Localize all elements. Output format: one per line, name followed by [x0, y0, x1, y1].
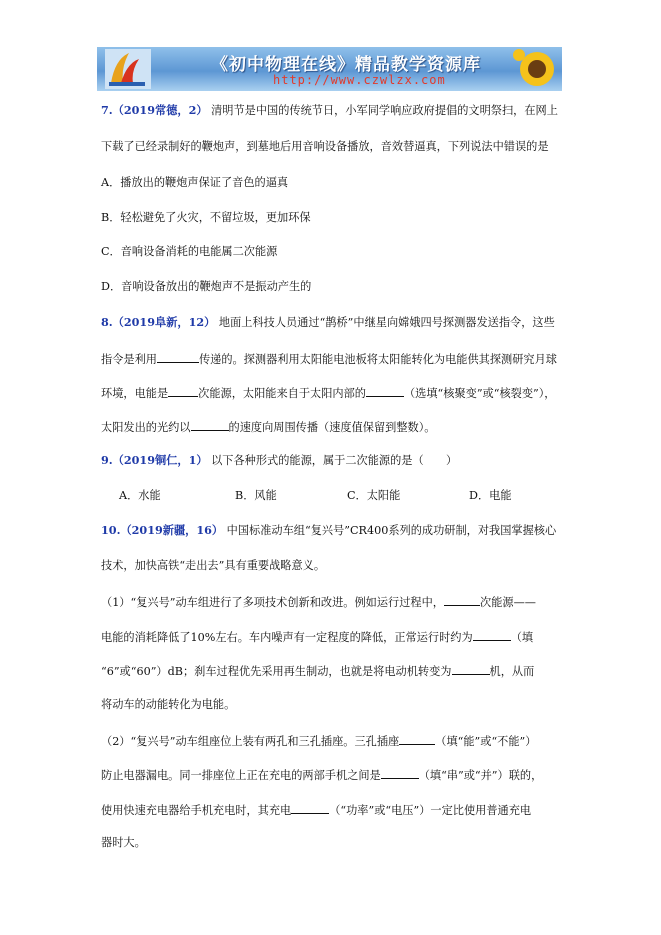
header-banner — [97, 47, 562, 91]
q7-line-1 — [101, 105, 558, 116]
q10-part1-line-4: 将动车的动能转化为电能。 — [101, 698, 236, 711]
q9-option-b: B．风能 — [235, 489, 277, 502]
question-number: 9.（2019铜仁，1） — [101, 453, 208, 467]
answer-blank[interactable] — [452, 664, 490, 675]
question-text: 指令是利用 — [101, 353, 157, 366]
q9-line-1 — [101, 455, 457, 466]
q9-option-c: C．太阳能 — [347, 489, 401, 502]
answer-blank[interactable] — [444, 595, 480, 606]
answer-blank[interactable] — [191, 420, 229, 431]
logo-icon — [105, 49, 151, 89]
question-text: （1）“复兴号”动车组进行了多项技术创新和改进。例如运行过程中， — [101, 596, 444, 609]
question-text: 传递的。探测器利用太阳能电池板将太阳能转化为电能供其探测研究月球 — [198, 353, 557, 366]
question-text: 清明节是中国的传统节日，小军同学响应政府提倡的文明祭扫，在网上 — [211, 104, 558, 117]
question-text: （“功率”或“电压”）一定比使用普通充电 — [329, 804, 532, 817]
question-text: （2）“复兴号”动车组座位上装有两孔和三孔插座。三孔插座 — [101, 735, 400, 748]
q8-line-3 — [101, 386, 556, 399]
q10-line-2: 技术，加快高铁“走出去”具有重要战略意义。 — [101, 559, 326, 572]
q10-part2-line-2 — [101, 768, 542, 781]
question-text: 次能源，太阳能来自于太阳内部的 — [198, 387, 366, 400]
question-text: 太阳发出的光约以 — [101, 421, 191, 434]
q10-part1-line-3 — [101, 664, 534, 677]
question-text: （填“串”或“并”）联的， — [418, 769, 543, 782]
answer-blank[interactable] — [381, 768, 419, 779]
q8-line-2 — [101, 352, 557, 365]
question-number: 8.（2019阜新，12） — [101, 315, 216, 329]
banner-title: 《初中物理在线》精品教学资源库 — [211, 55, 481, 75]
question-text: 次能源—— — [480, 596, 536, 609]
question-number: 10.（2019新疆，16） — [101, 523, 224, 537]
q7-option-d: D．音响设备放出的鞭炮声不是振动产生的 — [101, 280, 312, 293]
question-text: 中国标准动车组“复兴号”CR400系列的成功研制，对我国掌握核心 — [226, 524, 557, 537]
question-text: 电能的消耗降低了10%左右。车内噪声有一定程度的降低，正常运行时约为 — [101, 631, 473, 644]
q7-option-b: B．轻松避免了火灾，不留垃圾，更加环保 — [101, 211, 311, 224]
question-text: 的速度向周围传播（速度值保留到整数）。 — [228, 421, 436, 434]
answer-blank[interactable] — [291, 803, 329, 814]
sunflower-icon — [511, 47, 562, 91]
question-text: 地面上科技人员通过“鹊桥”中继星向嫦娥四号探测器发送指令，这些 — [218, 316, 555, 329]
q8-line-4 — [101, 420, 435, 433]
question-text: 以下各种形式的能源，属于二次能源的是（ ） — [211, 454, 458, 467]
answer-blank[interactable] — [157, 352, 199, 363]
q10-part2-line-4: 器时大。 — [101, 836, 146, 849]
q10-part2-line-3 — [101, 803, 531, 816]
banner-url: http://www.czwlzx.com — [273, 73, 446, 87]
q9-options — [119, 490, 512, 501]
answer-blank[interactable] — [399, 734, 435, 745]
question-text: 下载了已经录制好的鞭炮声，到墓地后用音响设备播放，音效替逼真，下列说法中错误的是 — [101, 140, 549, 153]
q7-option-c: C．音响设备消耗的电能属二次能源 — [101, 245, 278, 258]
q10-line-1 — [101, 525, 556, 536]
question-text: 环境，电能是 — [101, 387, 169, 400]
q7-option-a: A．播放出的鞭炮声保证了音色的逼真 — [101, 176, 289, 189]
question-text: 使用快速充电器给手机充电时，其充电 — [101, 804, 292, 817]
question-text: “6”或“60”）dB；刹车过程优先采用再生制动，也就是将电动机转变为 — [101, 665, 452, 678]
q9-option-d: D．电能 — [469, 489, 512, 502]
q10-part1-line-1 — [101, 595, 536, 608]
answer-blank[interactable] — [366, 386, 404, 397]
question-text: （填 — [510, 631, 534, 644]
answer-blank[interactable] — [473, 630, 511, 641]
question-text: （选填“核聚变”或“核裂变”）， — [403, 387, 556, 400]
answer-blank[interactable] — [168, 386, 198, 397]
q8-line-1 — [101, 317, 555, 328]
q9-option-a: A．水能 — [119, 489, 161, 502]
question-number: 7.（2019常德，2） — [101, 103, 208, 117]
q10-part1-line-2 — [101, 630, 533, 643]
question-text: （填“能”或“不能”） — [435, 735, 537, 748]
question-text: 机，从而 — [489, 665, 535, 678]
q10-part2-line-1 — [101, 734, 536, 747]
question-text: 防止电器漏电。同一排座位上正在充电的两部手机之间是 — [101, 769, 381, 782]
q7-line-2 — [101, 141, 549, 152]
